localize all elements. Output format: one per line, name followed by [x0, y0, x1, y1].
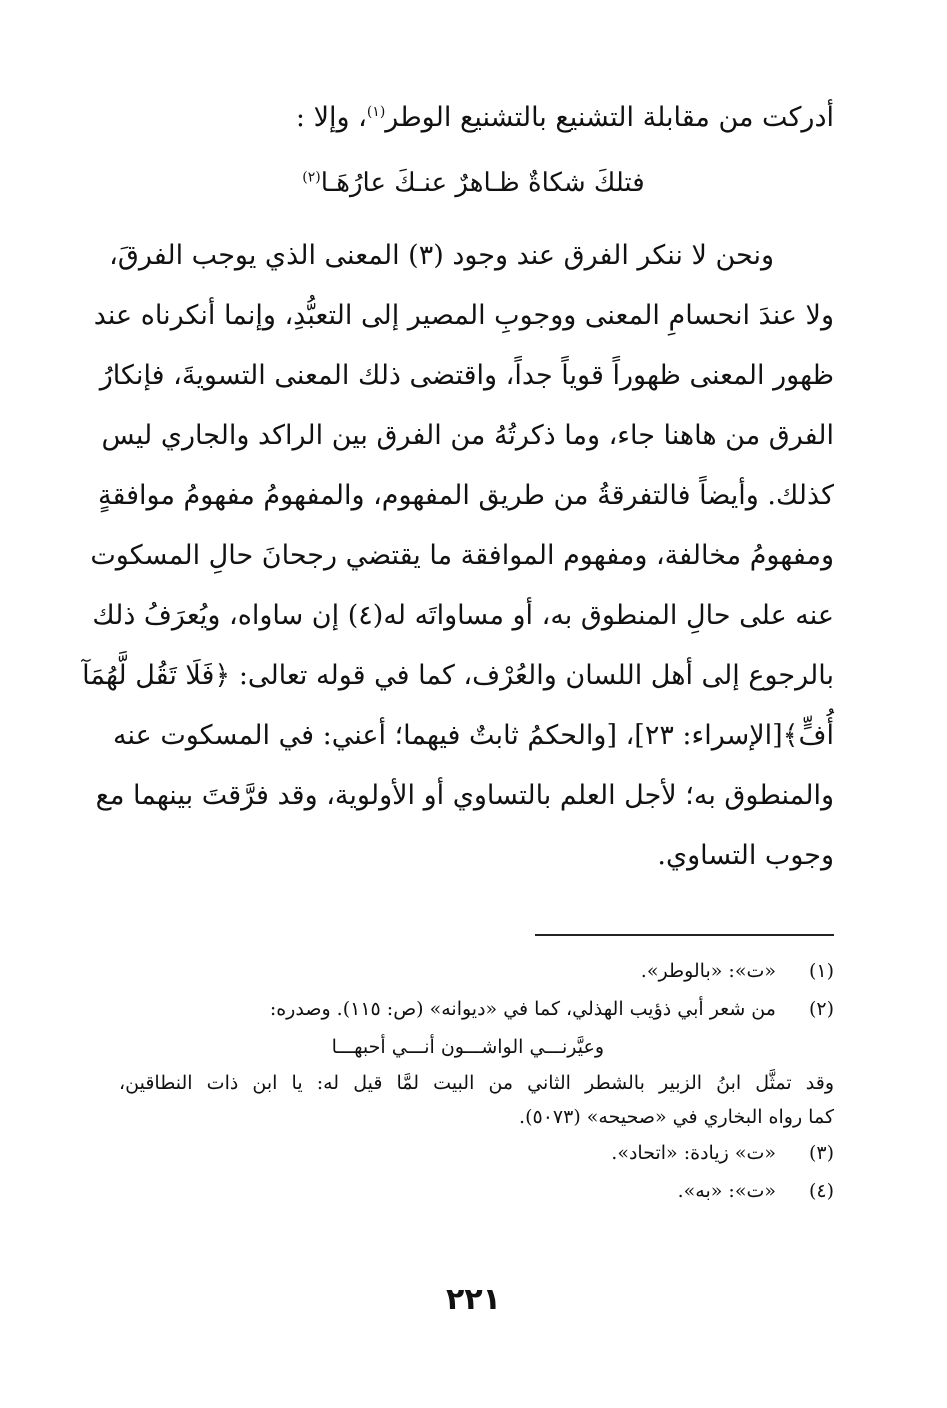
footnote-4: [119, 1172, 834, 1210]
opening-line-text: أدركت من مقابلة التشنيع بالتشنيع الوطر: [385, 102, 834, 133]
footnote-2-continuation: كما رواه البخاري في «صحيحه» (٥٠٧٣).: [519, 1106, 834, 1128]
opening-line-tail: ، وإلا :: [295, 102, 367, 133]
footnote-text: «ت»: «به».: [677, 1180, 776, 1202]
paragraph-line: عنه على حالِ المنطوق به، أو مساواتَه له(٤) إن ساواه، ويُعرَفُ ذلك: [92, 600, 834, 631]
verse-text: فتلكَ شكاةٌ ظـاهرٌ عنـكَ عارُهَـا: [320, 168, 645, 198]
footnote-number: (٣): [808, 1142, 834, 1164]
paragraph-line: أُفٍّ﴾[الإسراء: ٢٣]، [والحكمُ ثابتٌ فيهما؛ أعني: في المسكوت عنه: [113, 720, 834, 751]
paragraph-line: بالرجوع إلى أهل اللسان والعُرْف، كما في قوله تعالى: ﴿فَلَا تَقُل لَّهُمَآ: [82, 660, 834, 691]
footnote-number: (١): [808, 960, 834, 982]
footnote-text: «ت»: «بالوطر».: [640, 960, 776, 982]
footnote-separator: [535, 934, 834, 936]
paragraph-line: ولا عندَ انحسامِ المعنى ووجوبِ المصير إلى التعبُّدِ، وإنما أنكرناه عند: [93, 300, 834, 331]
page-number: ٢٢١: [446, 1282, 501, 1317]
footnote-marker-1: (١): [366, 104, 386, 120]
footnote-2: [119, 990, 834, 1028]
footnote-text: «ت» زيادة: «اتحاد».: [611, 1142, 776, 1164]
footnote-number: (٤): [808, 1180, 834, 1202]
paragraph-line: وجوب التساوي.: [657, 840, 834, 871]
paragraph-line: ظهور المعنى ظهوراً قوياً جداً، واقتضى ذلك المعنى التسويةَ، فإنكارُ: [99, 360, 834, 391]
footnote-3: [119, 1134, 834, 1172]
verse-line: [0, 155, 947, 211]
footnote-text: من شعر أبي ذؤيب الهذلي، كما في «ديوانه» (ص: ١١٥). وصدره:: [269, 998, 776, 1020]
footnote-2-verse: وعيَّرنـــي الواشـــون أنـــي أحبهـــا: [331, 1036, 604, 1058]
opening-line: [119, 88, 834, 148]
footnotes-section: [119, 952, 834, 1210]
footnote-number: (٢): [808, 998, 834, 1020]
footnote-1: [119, 952, 834, 990]
paragraph-line: ومفهومُ مخالفة، ومفهوم الموافقة ما يقتضي رجحانَ حالِ المسكوت: [90, 540, 834, 571]
paragraph-line: الفرق من هاهنا جاء، وما ذكرتُهُ من الفرق بين الراكد والجاري ليس: [101, 420, 834, 451]
paragraph-line: والمنطوق به؛ لأجل العلم بالتساوي أو الأولوية، وقد فرَّقتَ بينهما مع: [95, 780, 834, 811]
footnote-marker-2: (٢): [302, 169, 321, 186]
main-paragraph: [82, 226, 834, 886]
paragraph-line: ونحن لا ننكر الفرق عند وجود (٣) المعنى الذي يوجب الفرقَ،: [109, 240, 774, 271]
paragraph-line: كذلك. وأيضاً فالتفرقةُ من طريق المفهوم، والمفهومُ مفهومُ موافقةٍ: [98, 480, 834, 511]
footnote-2-continuation: وقد تمثَّل ابنُ الزبير بالشطر الثاني من البيت لمَّا قيل له: يا ابن ذات النطاقين،: [119, 1072, 834, 1094]
